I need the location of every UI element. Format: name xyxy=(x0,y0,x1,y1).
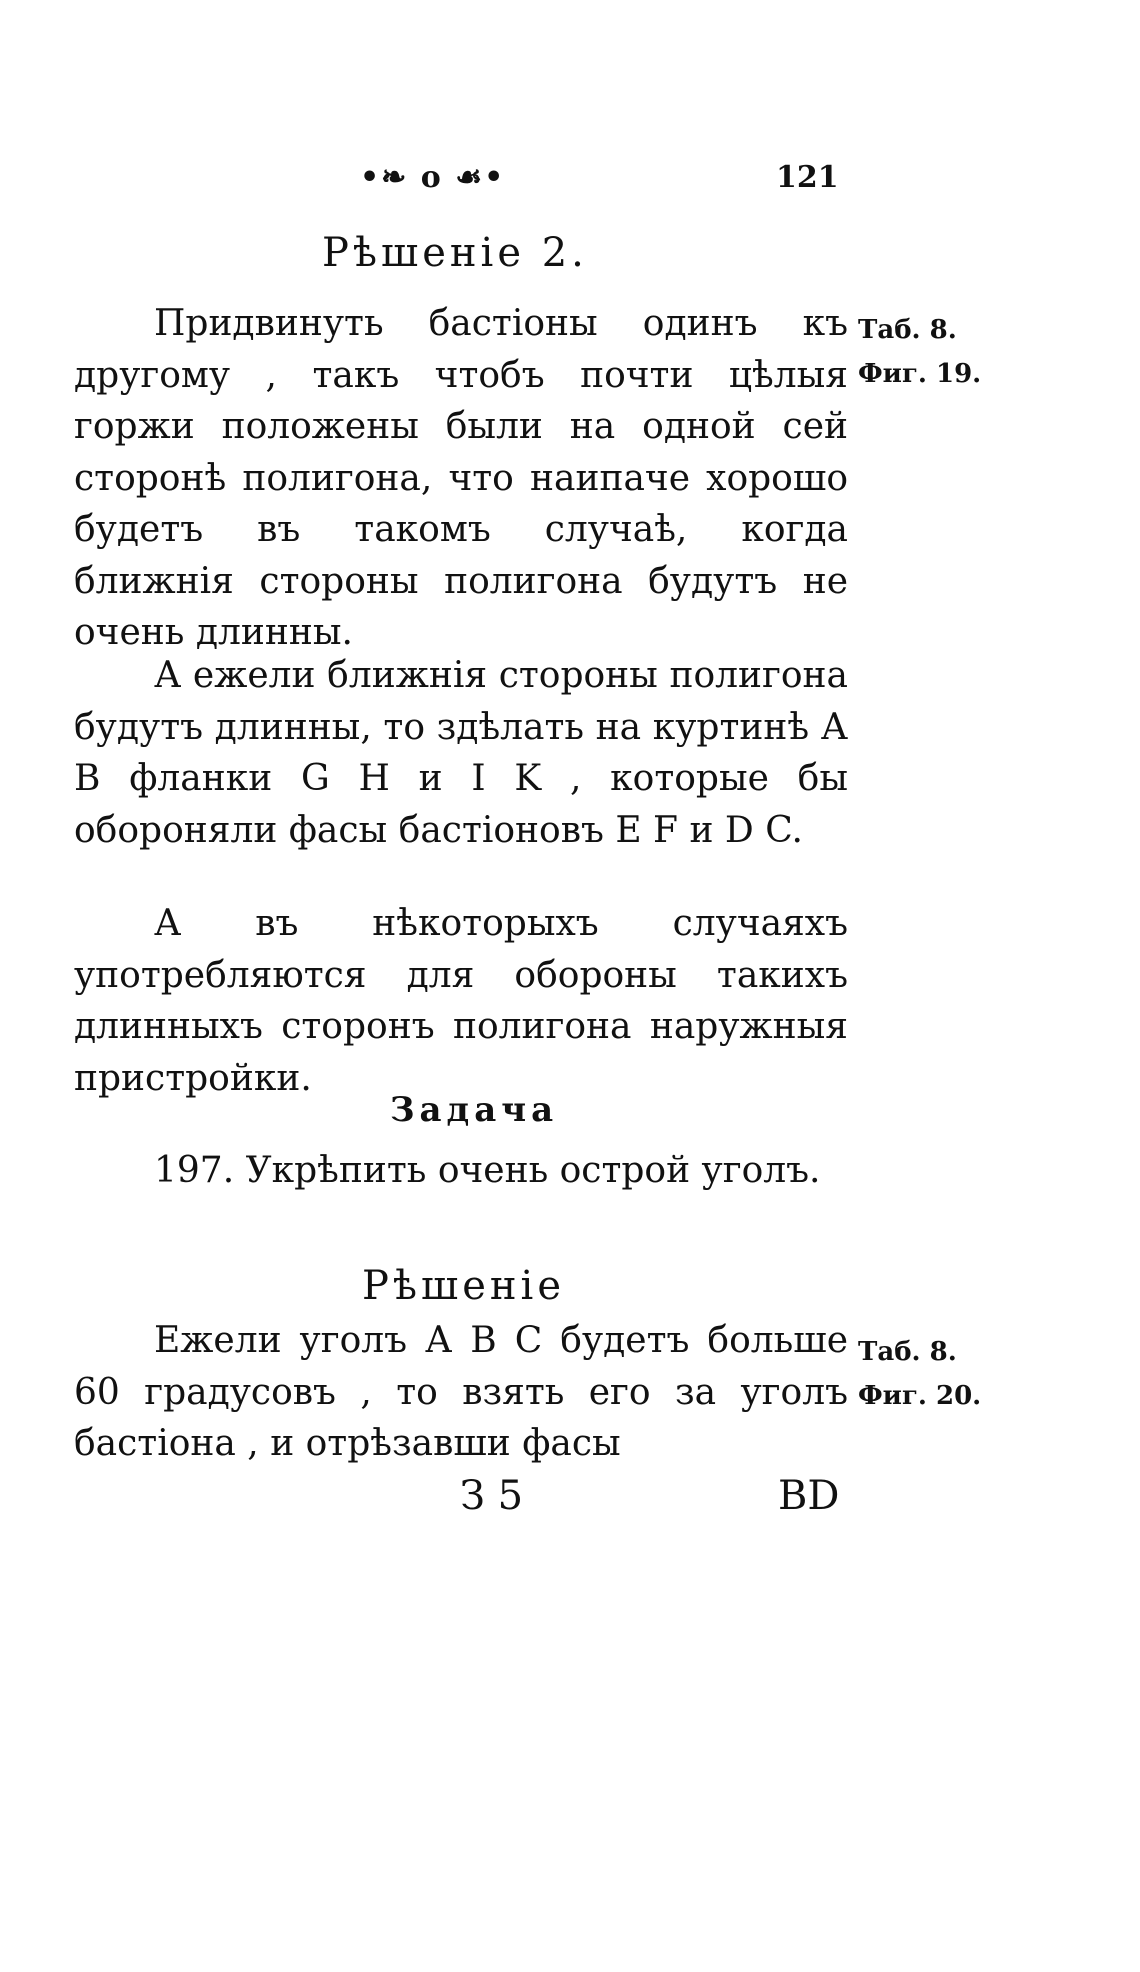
heading-solution-2: Рѣшеніе 2. xyxy=(322,230,588,276)
margin-note-2-table: Таб. 8. xyxy=(858,1337,957,1367)
paragraph-5: Ежели уголъ А В С будетъ больше 60 градусовъ , то взять его за уголъ бастіона , и отрѣзавши фасы xyxy=(74,1320,848,1464)
margin-note-1-table: Таб. 8. xyxy=(858,315,957,345)
paragraph-3: А въ нѣкоторыхъ случаяхъ употребляются для обороны такихъ длинныхъ сторонъ полигона наружныя пристройки. xyxy=(74,903,848,1099)
signature-mark: З 5 xyxy=(460,1473,524,1519)
margin-note-1-figure: Фиг. 19. xyxy=(858,359,982,389)
paragraph-1: Придвинуть бастіоны одинъ къ другому , такъ чтобъ почти цѣлыя горжи положены были на одной сей сторонѣ полигона, что наипаче хорошо будетъ въ такомъ случаѣ, когда ближнія стороны полигона будутъ не очень длинны. xyxy=(74,303,848,653)
margin-note-1 xyxy=(858,308,981,396)
paragraph-4: 197. Укрѣпить очень острой уголъ. xyxy=(154,1150,821,1191)
page-number: 121 xyxy=(776,160,839,195)
margin-note-2-figure: Фиг. 20. xyxy=(858,1381,982,1411)
heading-task: Задача xyxy=(390,1090,559,1130)
paragraph-2: А ежели ближнія стороны полигона будутъ длинны, то здѣлать на куртинѣ А В фланки G H и I K , которые бы обороняли фасы бастіоновъ E F и D C. xyxy=(74,655,848,851)
catchword: ВD xyxy=(778,1473,840,1519)
header-ornament: •❧ o ☙• xyxy=(360,160,506,195)
margin-note-2 xyxy=(858,1330,981,1418)
heading-solution: Рѣшеніе xyxy=(362,1263,566,1309)
page-header xyxy=(0,160,1140,200)
